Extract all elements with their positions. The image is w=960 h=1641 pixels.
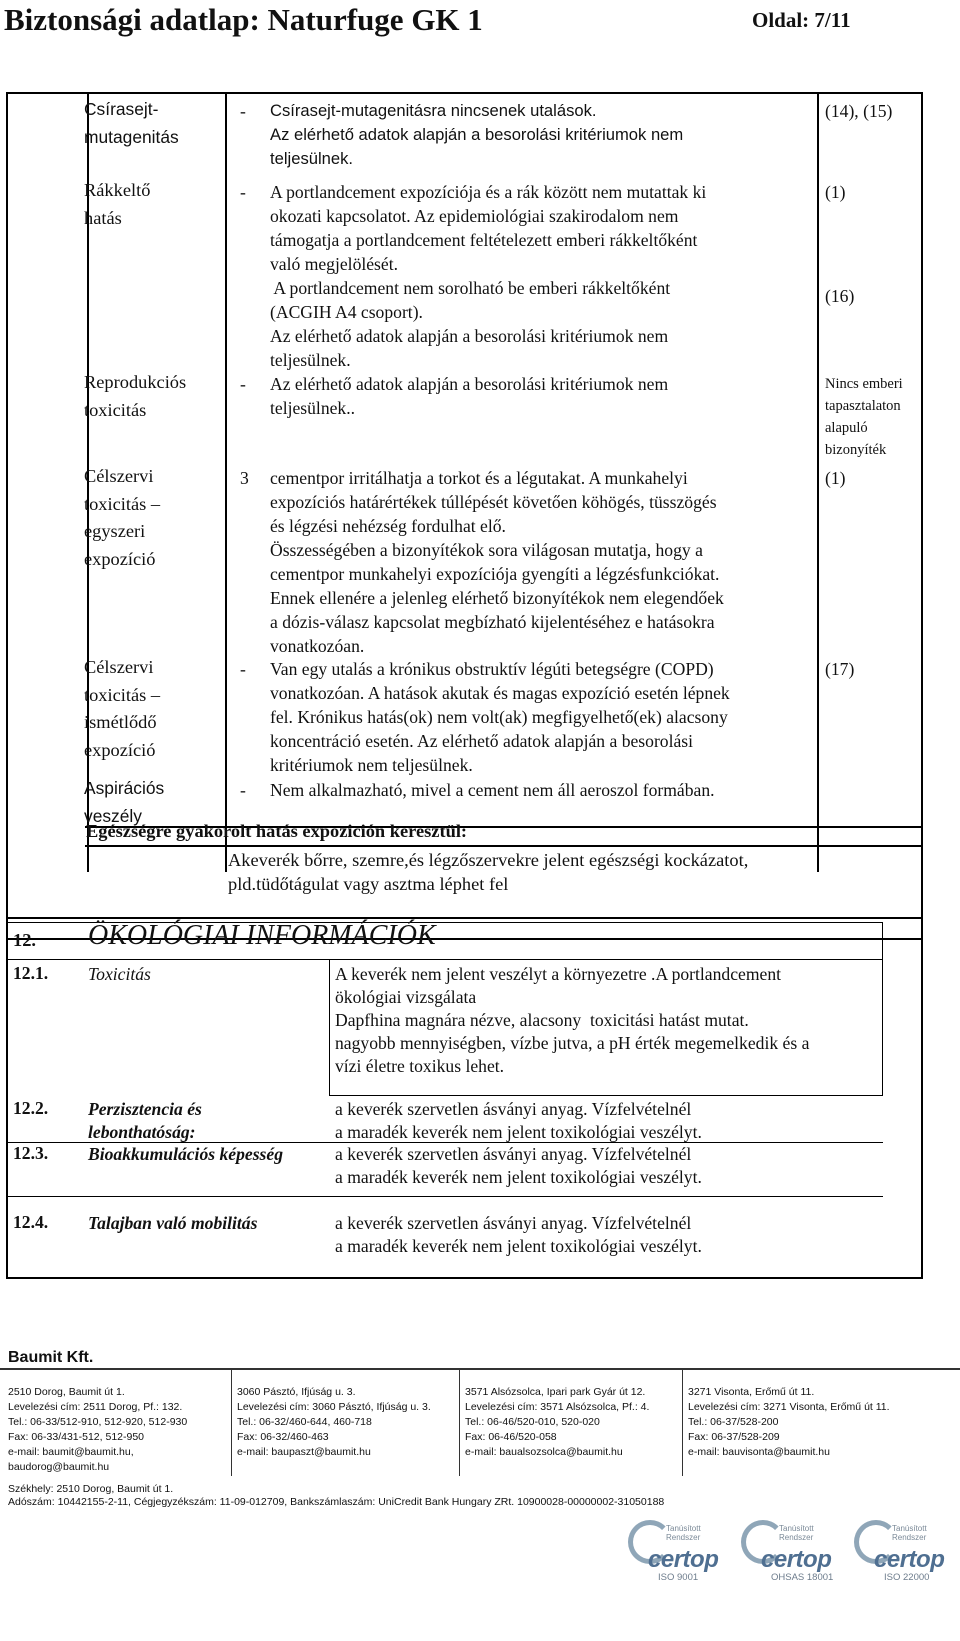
hazard-description: A portlandcement expozíciója és a rák között nem mutattak ki okozati kapcsolatot. Az epidemiológiai szakirodalom nem támogatja a portlandcement feltételezett emberi rákkeltőként való megjelölését. A portlandcement nem sorolható be emberi rákkeltőként (ACGIH A4 csoport). Az elérhető adatok alapján a besorolási kritériumok nem teljesülnek. bbox=[270, 182, 707, 370]
ecology-row-text: A keverék nem jelent veszélyt a környezetre .A portlandcement ökológiai vizsgálata Dapfhina magnára nézve, alacsony toxicitási hatást mutat. nagyobb mennyiségben, vízbe jutva, a pH érték megemelkedik és a vízi életre toxikus lehet. bbox=[335, 964, 810, 1076]
exposure-text: Akeverék bőrre, szemre,és légzőszervekre jelent egészségi kockázatot, pld.tüdőtágulat vagy asztma léphet fel bbox=[228, 850, 749, 894]
row-marker: - bbox=[240, 374, 246, 394]
cert-org-label: Tanúsított Rendszer bbox=[892, 1524, 927, 1542]
ecology-row-label: Toxicitás bbox=[88, 964, 151, 984]
cert-org-label: Tanúsított Rendszer bbox=[779, 1524, 814, 1542]
cert-brand: certop bbox=[874, 1546, 945, 1573]
reference-note: Nincs emberi tapasztalaton alapuló bizonyíték bbox=[825, 376, 903, 458]
row-marker: - bbox=[240, 101, 246, 121]
footer-address-column: 3271 Visonta, Erőmű út 11. Levelezési cím: 3271 Visonta, Erőmű út 11. Tel.: 06-37/528-200 Fax: 06-37/528-209 e-mail: bauvisonta@baumit.hu bbox=[688, 1386, 890, 1458]
footer-tax-info: Adószám: 10442155-2-11, Cégjegyzékszám: 11-09-012709, Bankszámlaszám: UniCredit Bank Hungary ZRt. 10900028-00000002-31050188 bbox=[8, 1496, 665, 1508]
cert-brand: certop bbox=[761, 1546, 832, 1573]
exposure-title-underline bbox=[85, 845, 923, 847]
reference: (17) bbox=[825, 659, 855, 679]
reference: (1) bbox=[825, 182, 846, 202]
certop-logo-icon bbox=[854, 1518, 958, 1636]
ecology-row-text: a keverék szervetlen ásványi anyag. Vízfelvételnél a maradék keverék nem jelent toxikológiai veszélyt. bbox=[335, 1099, 702, 1142]
footer-column-divider bbox=[231, 1370, 232, 1476]
footer-address-column: 3571 Alsózsolca, Ipari park Gyár út 12. Levelezési cím: 3571 Alsózsolca, Pf.: 4. Tel.: 06-46/520-010, 520-020 Fax: 06-46/520-058 e-mail: baualsozsolca@baumit.hu bbox=[465, 1386, 650, 1458]
hazard-label: Aspirációs veszély bbox=[84, 778, 165, 826]
footer-address-column: 2510 Dorog, Baumit út 1. Levelezési cím: 2511 Dorog, Pf.: 132. Tel.: 06-33/512-910, 512-920, 512-930 Fax: 06-33/431-512, 512-950 e-mail: baumit@baumit.hu, baudorog@baumit.hu bbox=[8, 1386, 188, 1473]
hazard-label: Rákkeltő hatás bbox=[84, 180, 151, 228]
hazard-description: Van egy utalás a krónikus obstruktív légúti betegségre (COPD) vonatkozóan. A hatások akutak és magas expozíció esetén lépnek fel. Krónikus hatás(ok) nem volt(ak) megfigyelhető(ek) alacsony koncentráció esetén. Az elérhető adatok alapján a besorolási kritériumok nem teljesülnek. bbox=[270, 659, 730, 775]
footer-address-column: 3060 Pásztó, Ifjúság u. 3. Levelezési cím: 3060 Pásztó, Ifjúság u. 3. Tel.: 06-32/460-644, 460-718 Fax: 06-32/460-463 e-mail: baupaszt@baumit.hu bbox=[237, 1386, 431, 1458]
row-marker: - bbox=[240, 182, 246, 202]
hazard-description: Csírasejt-mutagenitásra nincsenek utalások. Az elérhető adatok alapján a besorolási kritériumok nem teljesülnek. bbox=[270, 101, 684, 168]
certop-logo-icon bbox=[628, 1518, 732, 1636]
ecology-section-number: 12. bbox=[13, 930, 36, 950]
cert-standard: ISO 9001 bbox=[658, 1572, 699, 1583]
row-marker: - bbox=[240, 659, 246, 679]
hazard-label: Célszervi toxicitás – egyszeri expozíció bbox=[84, 466, 161, 569]
reference: (14), (15) bbox=[825, 101, 893, 121]
ecology-row-label: Bioakkumulációs képesség bbox=[88, 1144, 284, 1164]
ecology-row-number: 12.4. bbox=[13, 1212, 49, 1232]
row-marker: - bbox=[240, 780, 246, 800]
cert-org-label: Tanúsított Rendszer bbox=[666, 1524, 701, 1542]
cert-standard: ISO 22000 bbox=[884, 1572, 930, 1583]
hazard-label: Célszervi toxicitás – ismétlődő expozíció bbox=[84, 657, 161, 760]
ecology-row-number: 12.1. bbox=[13, 963, 49, 983]
ecology-row-text: a keverék szervetlen ásványi anyag. Vízfelvételnél a maradék keverék nem jelent toxikológiai veszélyt. bbox=[335, 1144, 702, 1187]
ecology-row-divider bbox=[7, 1142, 883, 1143]
footer-column-divider bbox=[682, 1370, 683, 1476]
certop-logo-icon bbox=[741, 1518, 845, 1636]
hazard-description: Az elérhető adatok alapján a besorolási kritériumok nem teljesülnek.. bbox=[270, 374, 669, 418]
document-title: Biztonsági adatlap: Naturfuge GK 1 bbox=[4, 2, 483, 37]
ecology-row-number: 12.3. bbox=[13, 1143, 49, 1163]
ecology-row-divider bbox=[7, 1196, 883, 1197]
cert-standard: OHSAS 18001 bbox=[771, 1572, 834, 1583]
row-marker: 3 bbox=[240, 468, 249, 488]
ecology-row-label: Talajban való mobilitás bbox=[88, 1213, 258, 1233]
ecology-section-title: ÖKOLÓGIAI INFORMÁCIÓK bbox=[88, 920, 436, 951]
hazard-label: Reprodukciós toxicitás bbox=[84, 372, 187, 420]
footer-seat: Székhely: 2510 Dorog, Baumit út 1. bbox=[8, 1483, 174, 1495]
ecology-row-number: 12.2. bbox=[13, 1098, 49, 1118]
marker-column-border bbox=[225, 94, 227, 872]
reference: (1) bbox=[825, 468, 846, 488]
ecology-row-label: Perzisztencia és lebonthatóság: bbox=[88, 1099, 202, 1142]
cert-brand: certop bbox=[648, 1546, 719, 1573]
ecology-row-text: a keverék szervetlen ásványi anyag. Vízfelvételnél a maradék keverék nem jelent toxikológiai veszélyt. bbox=[335, 1213, 702, 1256]
company-name: Baumit Kft. bbox=[8, 1349, 94, 1366]
hazard-description: Nem alkalmazható, mivel a cement nem áll aeroszol formában. bbox=[270, 780, 715, 800]
footer-divider bbox=[0, 1368, 960, 1370]
reference-column-border bbox=[817, 94, 819, 872]
page-number: Oldal: 7/11 bbox=[752, 8, 851, 32]
hazard-label: Csírasejt- mutagenitás bbox=[84, 99, 179, 147]
footer-column-divider bbox=[459, 1370, 460, 1476]
exposure-title: Egészségre gyakorolt hatás expozición keresztül: bbox=[86, 821, 468, 841]
hazard-description: cementpor irritálhatja a torkot és a légutakat. A munkahelyi expozíciós határértékek túllépését követően köhögés, tüsszögés és légzési nehézség fordulhat elő. Összességében a bizonyítékok sora világosan mutatja, hogy a cementpor munkahelyi expozíciója gyengíti a légzésfunkciókat. Ennek ellenére a jelenleg elérhető bizonyítékok nem elegendőek a dózis-válasz kapcsolat megbízható kijelentéséhez e hatásokra vonatkozóan. bbox=[270, 468, 724, 656]
reference: (16) bbox=[825, 286, 855, 306]
